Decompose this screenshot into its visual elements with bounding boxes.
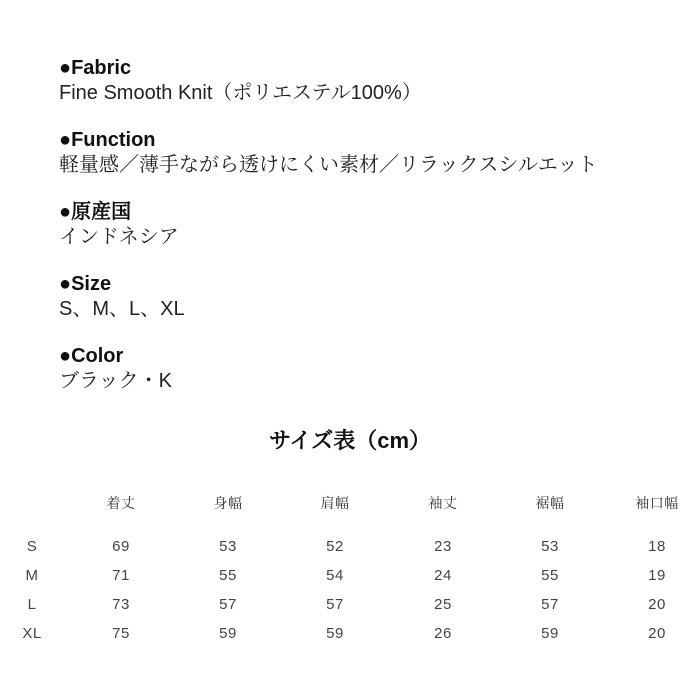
table-cell: 53 — [541, 538, 559, 555]
table-cell: 24 — [434, 567, 452, 584]
spec-title: ●Function — [59, 129, 156, 151]
header-cell: 着丈 — [106, 495, 136, 511]
spec-function — [59, 128, 689, 178]
table-cell: 19 — [648, 567, 666, 584]
size-table-title: サイズ表（cm） — [268, 428, 432, 453]
spec-title: ●原産国 — [59, 201, 132, 223]
spec-value: S、M、L、XL — [59, 298, 185, 320]
table-cell: 53 — [219, 538, 237, 555]
header-cell: 袖口幅 — [635, 495, 679, 511]
table-cell: 59 — [219, 625, 237, 642]
spec-title: ●Size — [59, 273, 112, 295]
table-cell: 52 — [326, 538, 344, 555]
spec-value: ブラック・K — [59, 370, 172, 392]
header-cell: 裾幅 — [535, 495, 565, 511]
table-cell: 71 — [112, 567, 130, 584]
table-cell: 20 — [648, 625, 666, 642]
spec-title: ●Fabric — [59, 57, 132, 79]
table-cell: 23 — [434, 538, 452, 555]
table-cell: 75 — [112, 625, 130, 642]
size-label-cell: XL — [22, 625, 42, 642]
spec-value: 軽量感／薄手ながら透けにくい素材／リラックスシルエット — [59, 154, 598, 176]
header-cell: 肩幅 — [320, 495, 350, 511]
spec-title: ●Color — [59, 345, 124, 367]
table-cell: 59 — [326, 625, 344, 642]
spec-value: インドネシア — [59, 226, 179, 248]
table-cell: 55 — [541, 567, 559, 584]
table-cell: 20 — [648, 596, 666, 613]
header-cell: 袖丈 — [428, 495, 458, 511]
table-cell: 57 — [219, 596, 237, 613]
header-cell: 身幅 — [213, 495, 243, 511]
spec-value: Fine Smooth Knit（ポリエステル100%） — [59, 82, 422, 104]
size-label-cell: L — [27, 596, 37, 613]
table-cell: 25 — [434, 596, 452, 613]
table-cell: 26 — [434, 625, 452, 642]
table-cell: 55 — [219, 567, 237, 584]
table-cell: 57 — [326, 596, 344, 613]
table-cell: 18 — [648, 538, 666, 555]
spec-fabric — [59, 56, 689, 106]
table-cell: 69 — [112, 538, 130, 555]
table-row — [0, 534, 700, 563]
size-table — [0, 490, 700, 650]
spec-color — [59, 344, 689, 394]
table-cell: 54 — [326, 567, 344, 584]
table-cell: 73 — [112, 596, 130, 613]
table-cell: 59 — [541, 625, 559, 642]
size-label-cell: M — [25, 567, 39, 584]
spec-origin — [59, 200, 689, 250]
table-header-row — [0, 490, 700, 534]
table-row — [0, 563, 700, 592]
size-label-cell: S — [26, 538, 38, 555]
table-row — [0, 592, 700, 621]
spec-list — [59, 56, 689, 394]
table-row — [0, 621, 700, 650]
table-cell: 57 — [541, 596, 559, 613]
spec-size — [59, 272, 689, 322]
